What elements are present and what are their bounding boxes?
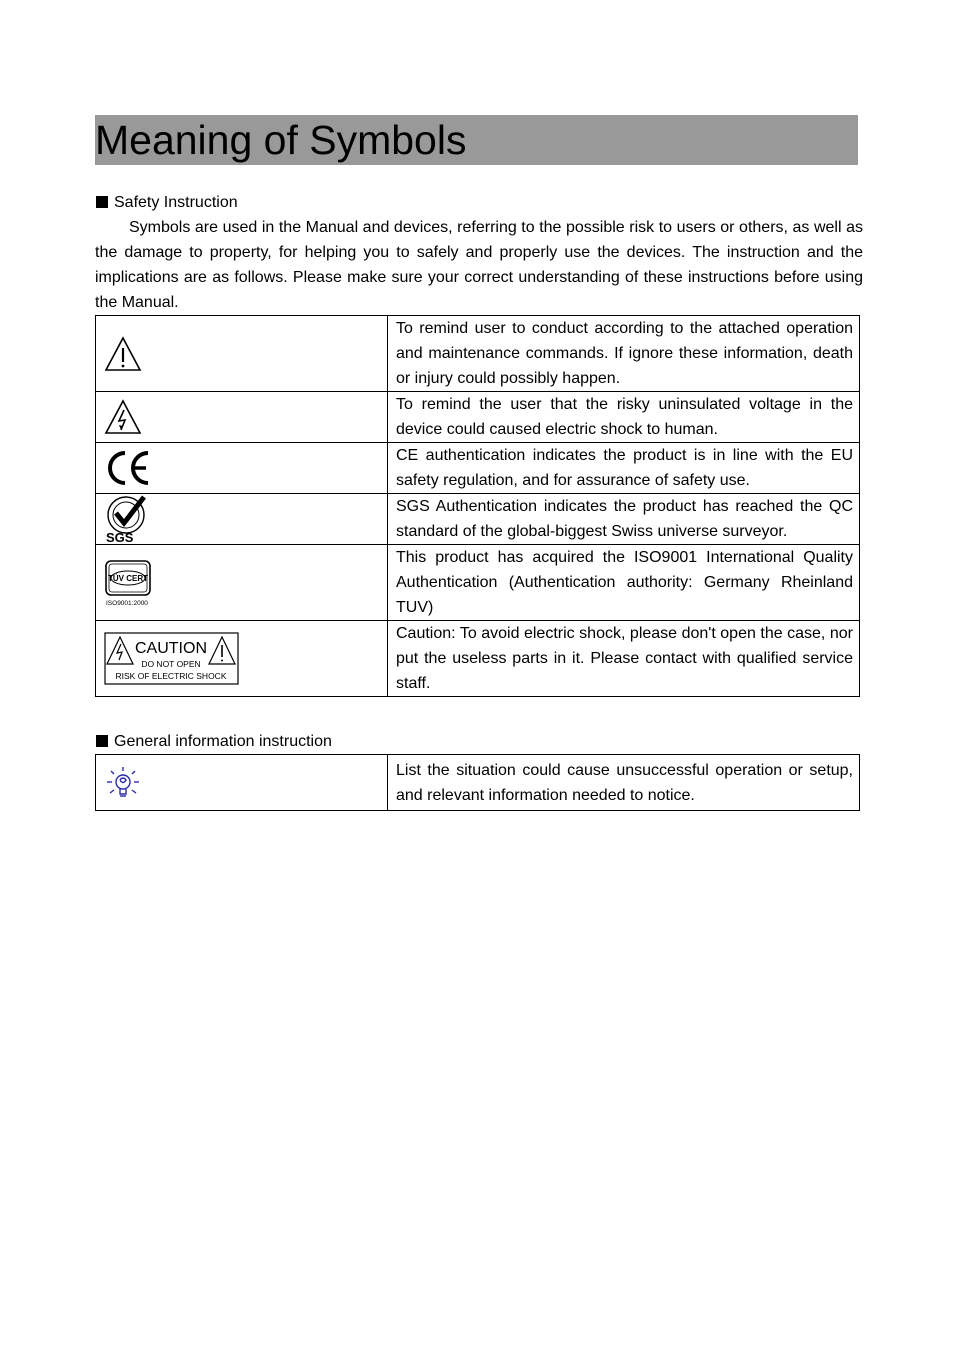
table-row xyxy=(96,545,860,621)
lightbulb-tip-icon xyxy=(104,765,142,801)
table-row xyxy=(96,621,860,697)
safety-section-heading: Safety Instruction xyxy=(96,193,238,213)
table-row xyxy=(96,494,860,545)
symbol-description: Caution: To avoid electric shock, please don't open the case, nor put the useless parts in it. Please contact with qualified service staff. xyxy=(388,621,860,697)
table-row xyxy=(96,443,860,494)
safety-intro-paragraph: Symbols are used in the Manual and devices, referring to the possible risk to users or others, as well as the damage to property, for helping you to safely and properly use the devices. The instruction and the implications are as follows. Please make sure your correct understanding of these instructions before using the Manual. xyxy=(95,219,863,311)
svg-text:TÜV CERT: TÜV CERT xyxy=(108,573,148,583)
sgs-certification-icon xyxy=(104,495,152,543)
symbol-description: To remind the user that the risky uninsulated voltage in the device could caused electric shock to human. xyxy=(388,392,860,443)
symbol-cell xyxy=(96,545,388,621)
caution-label-icon xyxy=(104,632,240,686)
symbol-description: To remind user to conduct according to the attached operation and maintenance commands. If ignore these information, death or injury could possibly happen. xyxy=(388,316,860,392)
symbol-cell xyxy=(96,443,388,494)
symbol-cell xyxy=(96,392,388,443)
symbol-description: CE authentication indicates the product is in line with the EU safety regulation, and for assurance of safety use. xyxy=(388,443,860,494)
svg-text:SGS: SGS xyxy=(106,530,134,543)
page-title: Meaning of Symbols xyxy=(95,117,467,163)
high-voltage-icon xyxy=(104,399,142,435)
svg-text:ISO9001:2000: ISO9001:2000 xyxy=(106,599,148,607)
svg-text:DO NOT OPEN: DO NOT OPEN xyxy=(141,658,201,669)
symbol-description: SGS Authentication indicates the product has reached the QC standard of the global-biggest Swiss universe surveyor. xyxy=(388,494,860,545)
symbol-description: List the situation could cause unsuccessful operation or setup, and relevant information needed to notice. xyxy=(388,755,860,811)
svg-text:RISK OF ELECTRIC SHOCK: RISK OF ELECTRIC SHOCK xyxy=(115,670,227,681)
general-symbol-table xyxy=(95,754,860,811)
tuv-cert-icon xyxy=(104,559,154,607)
square-bullet-icon xyxy=(96,735,108,747)
symbol-cell xyxy=(96,316,388,392)
general-section-heading: General information instruction xyxy=(96,732,332,752)
ce-mark-icon xyxy=(104,449,152,487)
table-row xyxy=(96,316,860,392)
page-title-bar xyxy=(95,115,858,165)
symbol-description: This product has acquired the ISO9001 International Quality Authentication (Authentication authority: Germany Rheinland TUV) xyxy=(388,545,860,621)
safety-symbol-table xyxy=(95,315,860,697)
symbol-cell xyxy=(96,621,388,697)
square-bullet-icon xyxy=(96,196,108,208)
table-row xyxy=(96,755,860,811)
table-row xyxy=(96,392,860,443)
warning-triangle-icon xyxy=(104,336,142,372)
symbol-cell xyxy=(96,494,388,545)
symbol-cell xyxy=(96,755,388,811)
svg-text:CAUTION: CAUTION xyxy=(135,639,207,657)
